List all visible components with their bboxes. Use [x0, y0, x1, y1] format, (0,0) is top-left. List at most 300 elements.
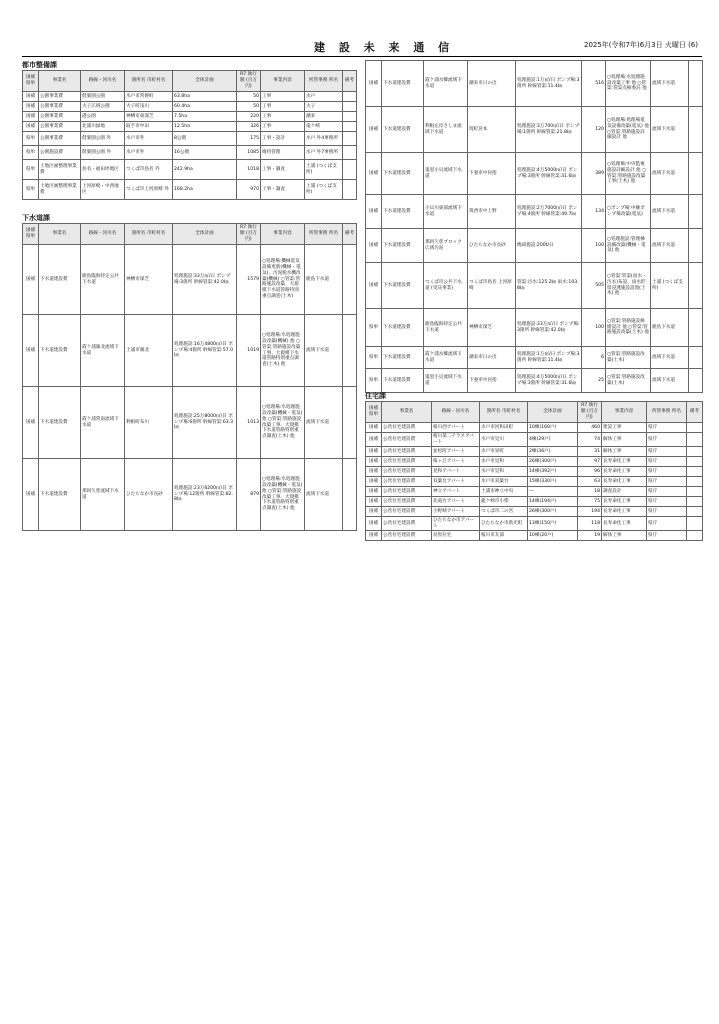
- table-cell: 県単: [23, 180, 39, 200]
- table-cell: 桜ヶ丘アパート: [432, 457, 480, 467]
- table-cell: 公営住宅建設費: [382, 531, 432, 541]
- table-cell: 2棟(36戸): [528, 447, 578, 457]
- table-cell: 16公園: [173, 146, 237, 160]
- table-cell: 焼却施設:200t/日: [516, 229, 582, 263]
- table-cell: 小貝川東部流域下水道: [424, 195, 468, 229]
- table-cell: 水戸市見和: [480, 467, 528, 477]
- table-cell: 流域下水道: [305, 459, 343, 531]
- table-cell: 利根左岸さしま流域下水道: [424, 107, 468, 153]
- table-cell: 公営住宅建設費: [382, 447, 432, 457]
- table-cell: 小野崎アパート: [432, 507, 480, 517]
- table-cell: 流域下水道: [651, 195, 689, 229]
- table-row: [366, 229, 703, 263]
- table-cell: 220: [237, 112, 261, 122]
- table-cell: [343, 146, 357, 160]
- table-cell: [343, 245, 357, 315]
- table-cell: [687, 487, 703, 497]
- table-cell: 桜川市友部: [480, 531, 528, 541]
- table-row: [366, 153, 703, 195]
- table-row: [23, 146, 357, 160]
- gesui-left-table: [22, 223, 357, 531]
- table-cell: 下水道建設費: [39, 315, 81, 387]
- table-cell: 北竜台アパート: [432, 497, 480, 507]
- table-row: [366, 309, 703, 347]
- table-cell: 工事: [261, 92, 305, 102]
- table-cell: 879: [237, 459, 261, 531]
- table-cell: 処理施設:33万㎥/日 ポンプ場:3箇所 幹線管渠:42.0㎞: [516, 309, 582, 347]
- table-cell: 公営住宅建設費: [382, 487, 432, 497]
- table-cell: 解体工事: [602, 531, 647, 541]
- table-cell: 134: [582, 195, 606, 229]
- table-row: [366, 477, 703, 487]
- table-cell: 県庁: [647, 477, 687, 487]
- table-cell: 大子: [305, 102, 343, 112]
- table-row: [366, 347, 703, 369]
- table-cell: ○処理場:機械電気設備更新(機械・電気)、汚泥脱水機改築(機械) ○管渠:管路施設改築、大規模下水道管路特別重点調査(土木): [261, 245, 305, 315]
- table-cell: 神栖市東深芝: [125, 112, 173, 122]
- table-cell: つくば市島名 上河原崎: [468, 263, 516, 309]
- column-header: 全体計画: [528, 402, 578, 423]
- table-row: [23, 160, 357, 180]
- table-row: [23, 112, 357, 122]
- table-cell: 国補: [366, 487, 382, 497]
- table-cell: 下水道建設費: [382, 195, 424, 229]
- table-cell: 公営住宅建設費: [382, 477, 432, 487]
- issue-date: 2025年(令和7年)6月3日 火曜日 (6): [583, 41, 698, 49]
- table-cell: 970: [237, 180, 261, 200]
- table-row: [366, 487, 703, 497]
- table-cell: 10棟(160戸): [528, 423, 578, 433]
- table-cell: 国補: [366, 107, 382, 153]
- section-title-gesui: 下水道課: [22, 214, 50, 222]
- table-cell: 処理施設:23万6200㎥/日 ポンプ場:12箇所 幹線管渠:82.8㎞: [173, 459, 237, 531]
- table-cell: 桜川第二テラスアパート: [432, 433, 480, 447]
- table-cell: 公営住宅建設費: [382, 433, 432, 447]
- table-cell: 潮来市日の出: [468, 61, 516, 107]
- table-cell: 県庁: [647, 447, 687, 457]
- table-cell: 国補: [366, 531, 382, 541]
- table-cell: 15棟(330戸): [528, 477, 578, 487]
- table-row: [23, 132, 357, 146]
- table-row: [23, 180, 357, 200]
- table-cell: 120: [582, 107, 606, 153]
- table-cell: 国補: [366, 497, 382, 507]
- table-cell: 公園事業費: [39, 102, 81, 112]
- table-cell: [343, 459, 357, 531]
- table-cell: 建設工事: [602, 423, 647, 433]
- table-cell: [687, 477, 703, 487]
- table-row: [366, 433, 703, 447]
- column-header: 備考: [343, 71, 357, 92]
- table-cell: 75: [578, 497, 602, 507]
- table-cell: 筑西市中上野: [468, 195, 516, 229]
- column-header: 事業名: [382, 402, 432, 423]
- table-cell: [687, 447, 703, 457]
- table-cell: 公営住宅建設費: [382, 423, 432, 433]
- table-cell: 那珂久慈ブロック広域汚泥: [424, 229, 468, 263]
- table-cell: 利根町布川: [125, 387, 173, 459]
- table-cell: 土浦市湖北: [125, 315, 173, 387]
- table-cell: 県庁: [647, 467, 687, 477]
- table-cell: 処理施設:16万4800㎥/日 ポンプ場:4箇所 幹線管渠:57.0㎞: [173, 315, 237, 387]
- table-cell: 8公園: [173, 132, 237, 146]
- table-cell: 63.8ha: [173, 92, 237, 102]
- table-cell: 県単: [23, 132, 39, 146]
- table-cell: 国補: [366, 195, 382, 229]
- table-cell: 公園事業費: [39, 122, 81, 132]
- column-header: 国補県単: [23, 224, 39, 245]
- table-cell: 公営住宅建設費: [382, 507, 432, 517]
- table-cell: 下水道建設費: [382, 369, 424, 393]
- column-header: 事業内容: [261, 224, 305, 245]
- table-cell: 県庁: [647, 487, 687, 497]
- table-row: [366, 423, 703, 433]
- table-cell: 国補: [366, 467, 382, 477]
- column-header: 国補県単: [366, 402, 382, 423]
- table-cell: —: [528, 487, 578, 497]
- newspaper-title: 建 設 未 来 通 信: [314, 41, 455, 54]
- column-header: 備考: [343, 224, 357, 245]
- table-cell: 19: [578, 531, 602, 541]
- column-header: 事業内容: [602, 402, 647, 423]
- table-cell: [687, 423, 703, 433]
- column-header: 所管事務 所名: [647, 402, 687, 423]
- table-row: [366, 107, 703, 153]
- table-cell: 7.5ha: [173, 112, 237, 122]
- table-cell: 国補: [366, 457, 382, 467]
- table-cell: ひたちなか市アパート: [432, 517, 480, 531]
- table-cell: 維持管理: [261, 146, 305, 160]
- table-cell: 水戸市外: [125, 146, 173, 160]
- table-row: [366, 517, 703, 531]
- table-cell: [343, 112, 357, 122]
- table-cell: 水戸市常磐町: [125, 92, 173, 102]
- table-cell: 長寿命化工事: [602, 497, 647, 507]
- table-cell: 国補: [23, 122, 39, 132]
- column-header: 所管事務 所名: [305, 71, 343, 92]
- column-header: 事業名: [39, 71, 81, 92]
- table-cell: 水戸市双葉台: [480, 477, 528, 487]
- table-cell: 土浦 (つくば支所): [651, 263, 689, 309]
- table-cell: 流域下水道: [651, 61, 689, 107]
- table-cell: ○処理場:中央監視施設詳細設計 他 ○管渠:管路施設改築工事(土木) 他: [606, 153, 651, 195]
- table-cell: [343, 180, 357, 200]
- table-cell: 下水道建設費: [39, 245, 81, 315]
- table-cell: 国補: [23, 92, 39, 102]
- table-cell: 処理施設:4万5000㎥/日 ポンプ場:3箇所 幹線管渠:31.6㎞: [516, 153, 582, 195]
- table-cell: 63: [578, 477, 602, 487]
- table-cell: 国補: [23, 102, 39, 112]
- table-cell: つくば市島名 外: [125, 160, 173, 180]
- table-cell: 潮来: [305, 112, 343, 122]
- table-cell: 偕楽園公園: [81, 92, 125, 102]
- table-cell: 県庁: [647, 433, 687, 447]
- table-row: [23, 245, 357, 315]
- table-cell: 港公園: [81, 112, 125, 122]
- table-cell: 流域下水道: [651, 347, 689, 369]
- table-cell: ○管渠:管路施設改築(土木): [606, 347, 651, 369]
- column-header: R7 執行額 (百万円): [237, 71, 261, 92]
- table-cell: 長寿命化工事: [602, 457, 647, 467]
- table-cell: 下水道建設費: [382, 347, 424, 369]
- table-cell: [689, 107, 703, 153]
- table-cell: 公営住宅建設費: [382, 467, 432, 477]
- table-cell: 鬼怒小貝流域下水道: [424, 153, 468, 195]
- table-cell: 国補: [366, 423, 382, 433]
- table-header-row: [23, 224, 357, 245]
- table-cell: 国補: [366, 447, 382, 457]
- table-cell: ○ポンプ場:中継ポンプ場改築(電気): [606, 195, 651, 229]
- table-cell: 1019: [237, 315, 261, 387]
- table-cell: 1018: [237, 160, 261, 180]
- table-cell: ひたちなか市長砂: [468, 229, 516, 263]
- table-cell: 公営住宅建設費: [382, 497, 432, 507]
- table-cell: 公営住宅建設費: [382, 457, 432, 467]
- table-cell: 下水道建設費: [382, 263, 424, 309]
- table-cell: 1013: [237, 387, 261, 459]
- table-cell: [343, 122, 357, 132]
- table-cell: 長寿命化工事: [602, 517, 647, 531]
- table-cell: 双葉台アパート: [432, 477, 480, 487]
- table-cell: [343, 92, 357, 102]
- table-row: [23, 92, 357, 102]
- column-header: 事業名: [39, 224, 81, 245]
- table-cell: 調査設計: [602, 487, 647, 497]
- table-cell: ひたちなか市新光町: [480, 517, 528, 531]
- table-cell: 国補: [366, 507, 382, 517]
- table-cell: 県単: [366, 309, 382, 347]
- table-cell: 国補: [23, 112, 39, 122]
- table-cell: 505: [582, 263, 606, 309]
- table-cell: 県単: [366, 369, 382, 393]
- column-header: 所管事務 所名: [305, 224, 343, 245]
- table-cell: 下妻市中居指: [468, 369, 516, 393]
- table-cell: 60.4ha: [173, 102, 237, 112]
- column-header: 国補県単: [23, 71, 39, 92]
- jutaku-table: [365, 401, 703, 541]
- table-cell: 下水道建設費: [39, 387, 81, 459]
- table-cell: 国補: [366, 229, 382, 263]
- table-cell: 100: [582, 229, 606, 263]
- table-cell: 国補: [366, 61, 382, 107]
- table-cell: ○処理場:水処理施設改築(機械・電気) 他 ○管渠:管路施設改築工事、大規模下水道管路特別重点調査(土木) 他: [261, 459, 305, 531]
- table-cell: 処理施設:25万8000㎥/日 ポンプ場:6箇所 幹線管渠:63.3㎞: [173, 387, 237, 459]
- table-cell: 国補: [366, 517, 382, 531]
- table-cell: 水戸市栄町: [480, 447, 528, 457]
- table-cell: 県庁: [647, 517, 687, 531]
- table-cell: 流域下水道: [305, 387, 343, 459]
- table-cell: 水戸市見川: [480, 433, 528, 447]
- table-cell: 10棟(20戸): [528, 531, 578, 541]
- table-cell: 境町宮本: [468, 107, 516, 153]
- table-cell: 公園事業費: [39, 132, 81, 146]
- table-cell: 取手市中田: [125, 122, 173, 132]
- table-cell: ○管渠:管渠(雨水・汚水)布設、雨水貯留浸透施設設置(土木) 他: [606, 263, 651, 309]
- table-cell: 県庁: [647, 497, 687, 507]
- table-cell: 霞ケ浦常南流域下水道: [81, 387, 125, 459]
- table-cell: 公園事業費: [39, 92, 81, 102]
- table-cell: 国補: [23, 387, 39, 459]
- table-cell: 土浦市神立中央: [480, 487, 528, 497]
- table-cell: 国補: [366, 263, 382, 309]
- table-cell: 14棟(392戸): [528, 467, 578, 477]
- table-cell: 処理施設:4万5000㎥/日 ポンプ場:3箇所 幹線管渠:31.6㎞: [516, 369, 582, 393]
- table-cell: ○管渠:管路施設改築(土木): [606, 369, 651, 393]
- table-row: [366, 447, 703, 457]
- table-cell: [689, 61, 703, 107]
- table-cell: 龍ケ崎市小柴: [480, 497, 528, 507]
- table-cell: 下水道建設費: [382, 153, 424, 195]
- table-row: [23, 122, 357, 132]
- table-cell: [689, 153, 703, 195]
- section-title-toshi: 都市整備課: [22, 61, 57, 69]
- table-cell: 解体工事: [602, 447, 647, 457]
- table-row: [366, 457, 703, 467]
- section-title-jutaku: 住宅課: [365, 392, 386, 400]
- table-cell: 霞ケ浦湖北流域下水道: [81, 315, 125, 387]
- table-cell: 下水道建設費: [382, 309, 424, 347]
- table-cell: 4棟(29戸): [528, 433, 578, 447]
- table-cell: 国補: [366, 433, 382, 447]
- table-cell: 96: [578, 467, 602, 477]
- table-cell: 長寿命化工事: [602, 507, 647, 517]
- table-cell: 国補: [366, 153, 382, 195]
- table-row: [23, 459, 357, 531]
- column-header: R7 執行額 (百万円): [578, 402, 602, 423]
- table-cell: 1579: [237, 245, 261, 315]
- table-cell: 北浦川緑地: [81, 122, 125, 132]
- table-cell: 処理施設:2万7000㎥/日 ポンプ場:4箇所 幹線管渠:49.7㎞: [516, 195, 582, 229]
- table-cell: 50: [237, 92, 261, 102]
- table-cell: 偕楽園公園 外: [81, 132, 125, 146]
- table-cell: 国補: [23, 315, 39, 387]
- table-cell: 見和アパート: [432, 467, 480, 477]
- table-cell: 水戸 外4事務所: [305, 132, 343, 146]
- table-cell: [689, 309, 703, 347]
- table-cell: 鬼怒小貝流域下水道: [424, 369, 468, 393]
- table-cell: 175: [237, 132, 261, 146]
- table-cell: [689, 195, 703, 229]
- table-row: [366, 497, 703, 507]
- table-cell: 県庁: [647, 507, 687, 517]
- table-cell: 県庁: [647, 457, 687, 467]
- table-cell: 長寿命化工事: [602, 477, 647, 487]
- table-cell: [687, 497, 703, 507]
- table-row: [366, 195, 703, 229]
- table-cell: [343, 387, 357, 459]
- table-cell: 土浦 (つくば支所): [305, 160, 343, 180]
- table-cell: 6: [582, 347, 606, 369]
- table-row: [366, 531, 703, 541]
- table-cell: 那珂久慈流域下水道: [81, 459, 125, 531]
- column-header: 路線・河川名: [81, 224, 125, 245]
- table-cell: 74: [578, 433, 602, 447]
- page-header: [22, 38, 702, 54]
- column-header: 備考: [687, 402, 703, 423]
- table-cell: 1085: [237, 146, 261, 160]
- table-cell: [689, 369, 703, 393]
- table-cell: 50: [237, 102, 261, 112]
- table-cell: 下水道建設費: [382, 229, 424, 263]
- table-cell: 土浦 (つくば支所): [305, 180, 343, 200]
- table-cell: 偕楽園公園 外: [81, 146, 125, 160]
- table-cell: ○処理施設:管理棟設備改築(機械・電気) 他: [606, 229, 651, 263]
- column-header: 箇所名 市町村名: [125, 224, 173, 245]
- table-cell: 土地区画整理事業費: [39, 160, 81, 180]
- column-header: 箇所名 市町村名: [480, 402, 528, 423]
- header-rule: [22, 56, 702, 57]
- table-cell: 工事: [261, 122, 305, 132]
- gesui-right-table: [365, 60, 703, 393]
- table-cell: [689, 263, 703, 309]
- table-cell: 流域下水道: [651, 229, 689, 263]
- table-cell: ○処理場:処理場電気設備改築(電気) 他 ○管渠:管路施設詳細設計 他: [606, 107, 651, 153]
- table-cell: 516: [582, 61, 606, 107]
- table-cell: 処理施設:1万㎥/日 ポンプ場:3箇所 幹線管渠:11.4㎞: [516, 347, 582, 369]
- table-cell: [343, 315, 357, 387]
- table-cell: 流域下水道: [651, 153, 689, 195]
- table-cell: 389: [582, 153, 606, 195]
- table-cell: 12.5ha: [173, 122, 237, 132]
- table-cell: 水戸市見和: [480, 457, 528, 467]
- table-cell: 97: [578, 457, 602, 467]
- table-cell: 31: [578, 447, 602, 457]
- column-header: R7 執行額 (百万円): [237, 224, 261, 245]
- table-cell: 霞ケ浦水郷流域下水道: [424, 347, 468, 369]
- column-header: 箇所名 市町村名: [125, 71, 173, 92]
- table-cell: 流域下水道: [651, 369, 689, 393]
- table-cell: 処理施設:3万700㎥/日 ポンプ場:1箇所 幹線管渠:21.8㎞: [516, 107, 582, 153]
- table-cell: [343, 132, 357, 146]
- table-cell: 上河原崎・中西地区: [81, 180, 125, 200]
- table-cell: 鹿島臨海特定公共下水道: [424, 309, 468, 347]
- table-cell: ○処理場:水処理施設改築(機械) 他 ○管渠:管路施設改築工事、大規模下水道管路特別重点調査(土木) 他: [261, 315, 305, 387]
- table-cell: [687, 457, 703, 467]
- table-cell: [689, 347, 703, 369]
- table-cell: 公園施設費: [39, 146, 81, 160]
- table-cell: ○処理場:水処理施設改築工事 他 ○管渠:管渠点検委託 他: [606, 61, 651, 107]
- table-cell: 国補: [366, 477, 382, 487]
- table-row: [366, 61, 703, 107]
- table-cell: 下水道建設費: [382, 61, 424, 107]
- table-cell: [343, 160, 357, 180]
- table-header-row: [23, 71, 357, 92]
- table-cell: 島名・福田坪地区: [81, 160, 125, 180]
- table-cell: 管渠:汚水:125.2㎞ 雨水:103.8㎞: [516, 263, 582, 309]
- table-cell: [687, 467, 703, 477]
- table-row: [366, 369, 703, 393]
- table-cell: [687, 507, 703, 517]
- table-cell: 鹿島臨海特定公共下水道: [81, 245, 125, 315]
- table-cell: ひたちなか市長砂: [125, 459, 173, 531]
- table-cell: 168.2ha: [173, 180, 237, 200]
- table-cell: 流域下水道: [305, 315, 343, 387]
- table-row: [366, 507, 703, 517]
- table-cell: 霞ケ浦水郷流域下水道: [424, 61, 468, 107]
- table-cell: 大子町浅川: [125, 102, 173, 112]
- table-cell: 水戸市外: [125, 132, 173, 146]
- table-row: [366, 263, 703, 309]
- table-cell: 公営住宅建設費: [382, 517, 432, 531]
- table-cell: 県単: [23, 146, 39, 160]
- table-cell: 県単: [23, 160, 39, 180]
- table-cell: 118: [578, 517, 602, 531]
- table-cell: つくば市公共下水道 (受託事業): [424, 263, 468, 309]
- table-cell: 326: [237, 122, 261, 132]
- table-cell: ○管渠:管路施設修繕設計 他 ○管渠:管路施設改築(土木) 他: [606, 309, 651, 347]
- table-cell: ○処理場:水処理施設改築(機械・電気) 他 ○管渠:管路施設改築工事、大規模下水道管路特別重点調査(土木) 他: [261, 387, 305, 459]
- table-cell: [687, 531, 703, 541]
